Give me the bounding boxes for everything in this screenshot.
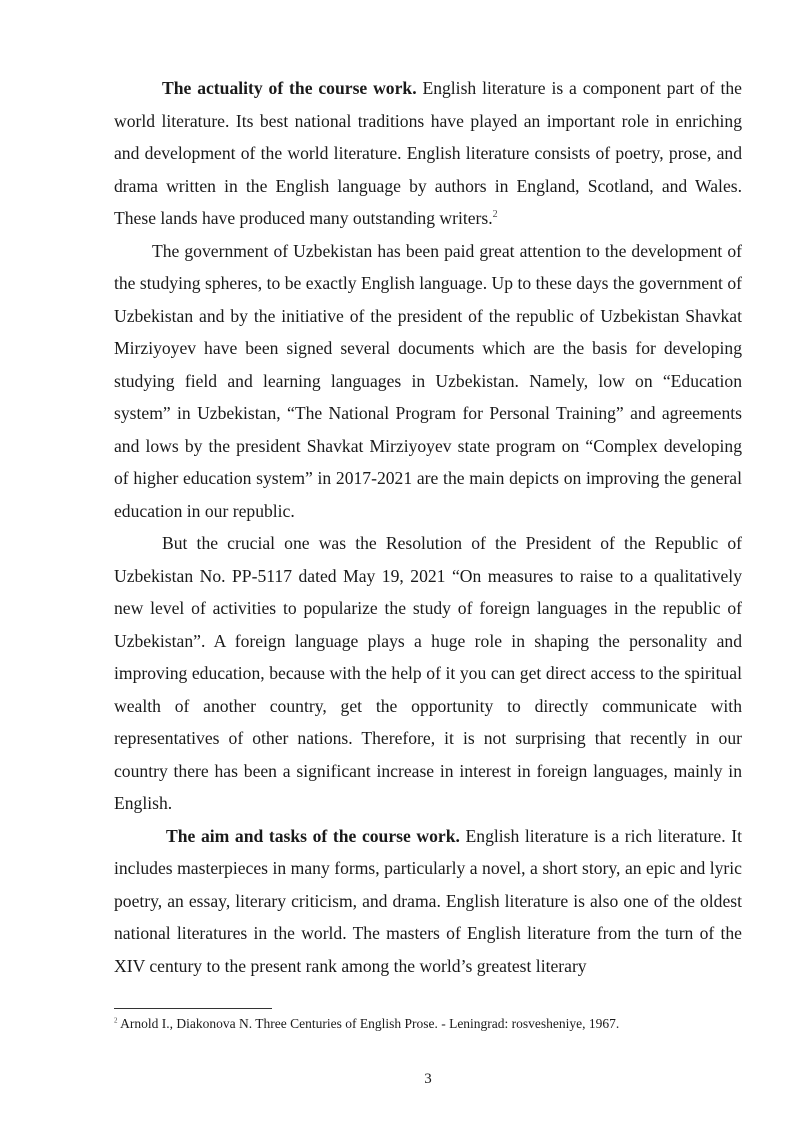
body-text — [114, 72, 742, 982]
footnote — [114, 1015, 754, 1033]
page-number: 3 — [424, 1071, 432, 1087]
paragraph-text: The government of Uzbekistan has been paid great attention to the development of the studying spheres, to be exactly English language. Up to these days the government of Uzbekistan and by the initiative of the president of the republic of Uzbekistan Shavkat Mirziyoyev have been signed several documents which are the basis for developing studying field and learning languages in Uzbekistan. Namely, low on “Education system” in Uzbekistan, “The National Program for Personal Training” and agreements and lows by the president Shavkat Mirziyoyev state program on “Complex developing of higher education system” in 2017-2021 are the main depicts on improving the general education in our republic. — [114, 240, 742, 521]
paragraph-text: English literature is a rich literature. It includes masterpieces in many forms, particularly a novel, a short story, an epic and lyric poetry, an essay, literary criticism, and drama. English literature is also one of the oldest national literatures in the world. The masters of English literature from the turn of the XIV century to the present rank among the world’s greatest literary — [114, 825, 742, 976]
footnote-separator — [114, 1008, 272, 1009]
heading-actuality: The actuality of the course work. — [162, 78, 417, 98]
paragraph-resolution — [114, 527, 742, 820]
paragraph-text: English literature is a component part of the world literature. Its best national traditions have played an important role in enriching and development of the world literature. English literature consists of poetry, prose, and drama written in the English language by authors in England, Scotland, and Wales. These lands have produced many outstanding writers. — [114, 78, 742, 228]
paragraph-government — [114, 235, 742, 528]
paragraph-aim — [114, 820, 742, 983]
paragraph-actuality — [114, 72, 742, 235]
footnote-mark: 2 — [114, 1016, 118, 1025]
footnote-reference[interactable]: 2 — [492, 209, 498, 221]
footnote-text: Arnold I., Diakonova N. Three Centuries of English Prose. - Leningrad: rosvesheniye, 1967. — [117, 1016, 620, 1031]
paragraph-text: But the crucial one was the Resolution of the President of the Republic of Uzbekistan No. PP-5117 dated May 19, 2021 “On measures to raise to a qualitatively new level of activities to popularize the study of foreign languages in the republic of Uzbekistan”. A foreign language plays a huge role in shaping the personality and improving education, because with the help of it you can get direct access to the spiritual wealth of another country, get the opportunity to directly communicate with representatives of other nations. Therefore, it is not surprising that recently in our country there has been a significant increase in interest in foreign languages, mainly in English. — [114, 533, 742, 813]
heading-aim: The aim and tasks of the course work. — [166, 825, 460, 846]
